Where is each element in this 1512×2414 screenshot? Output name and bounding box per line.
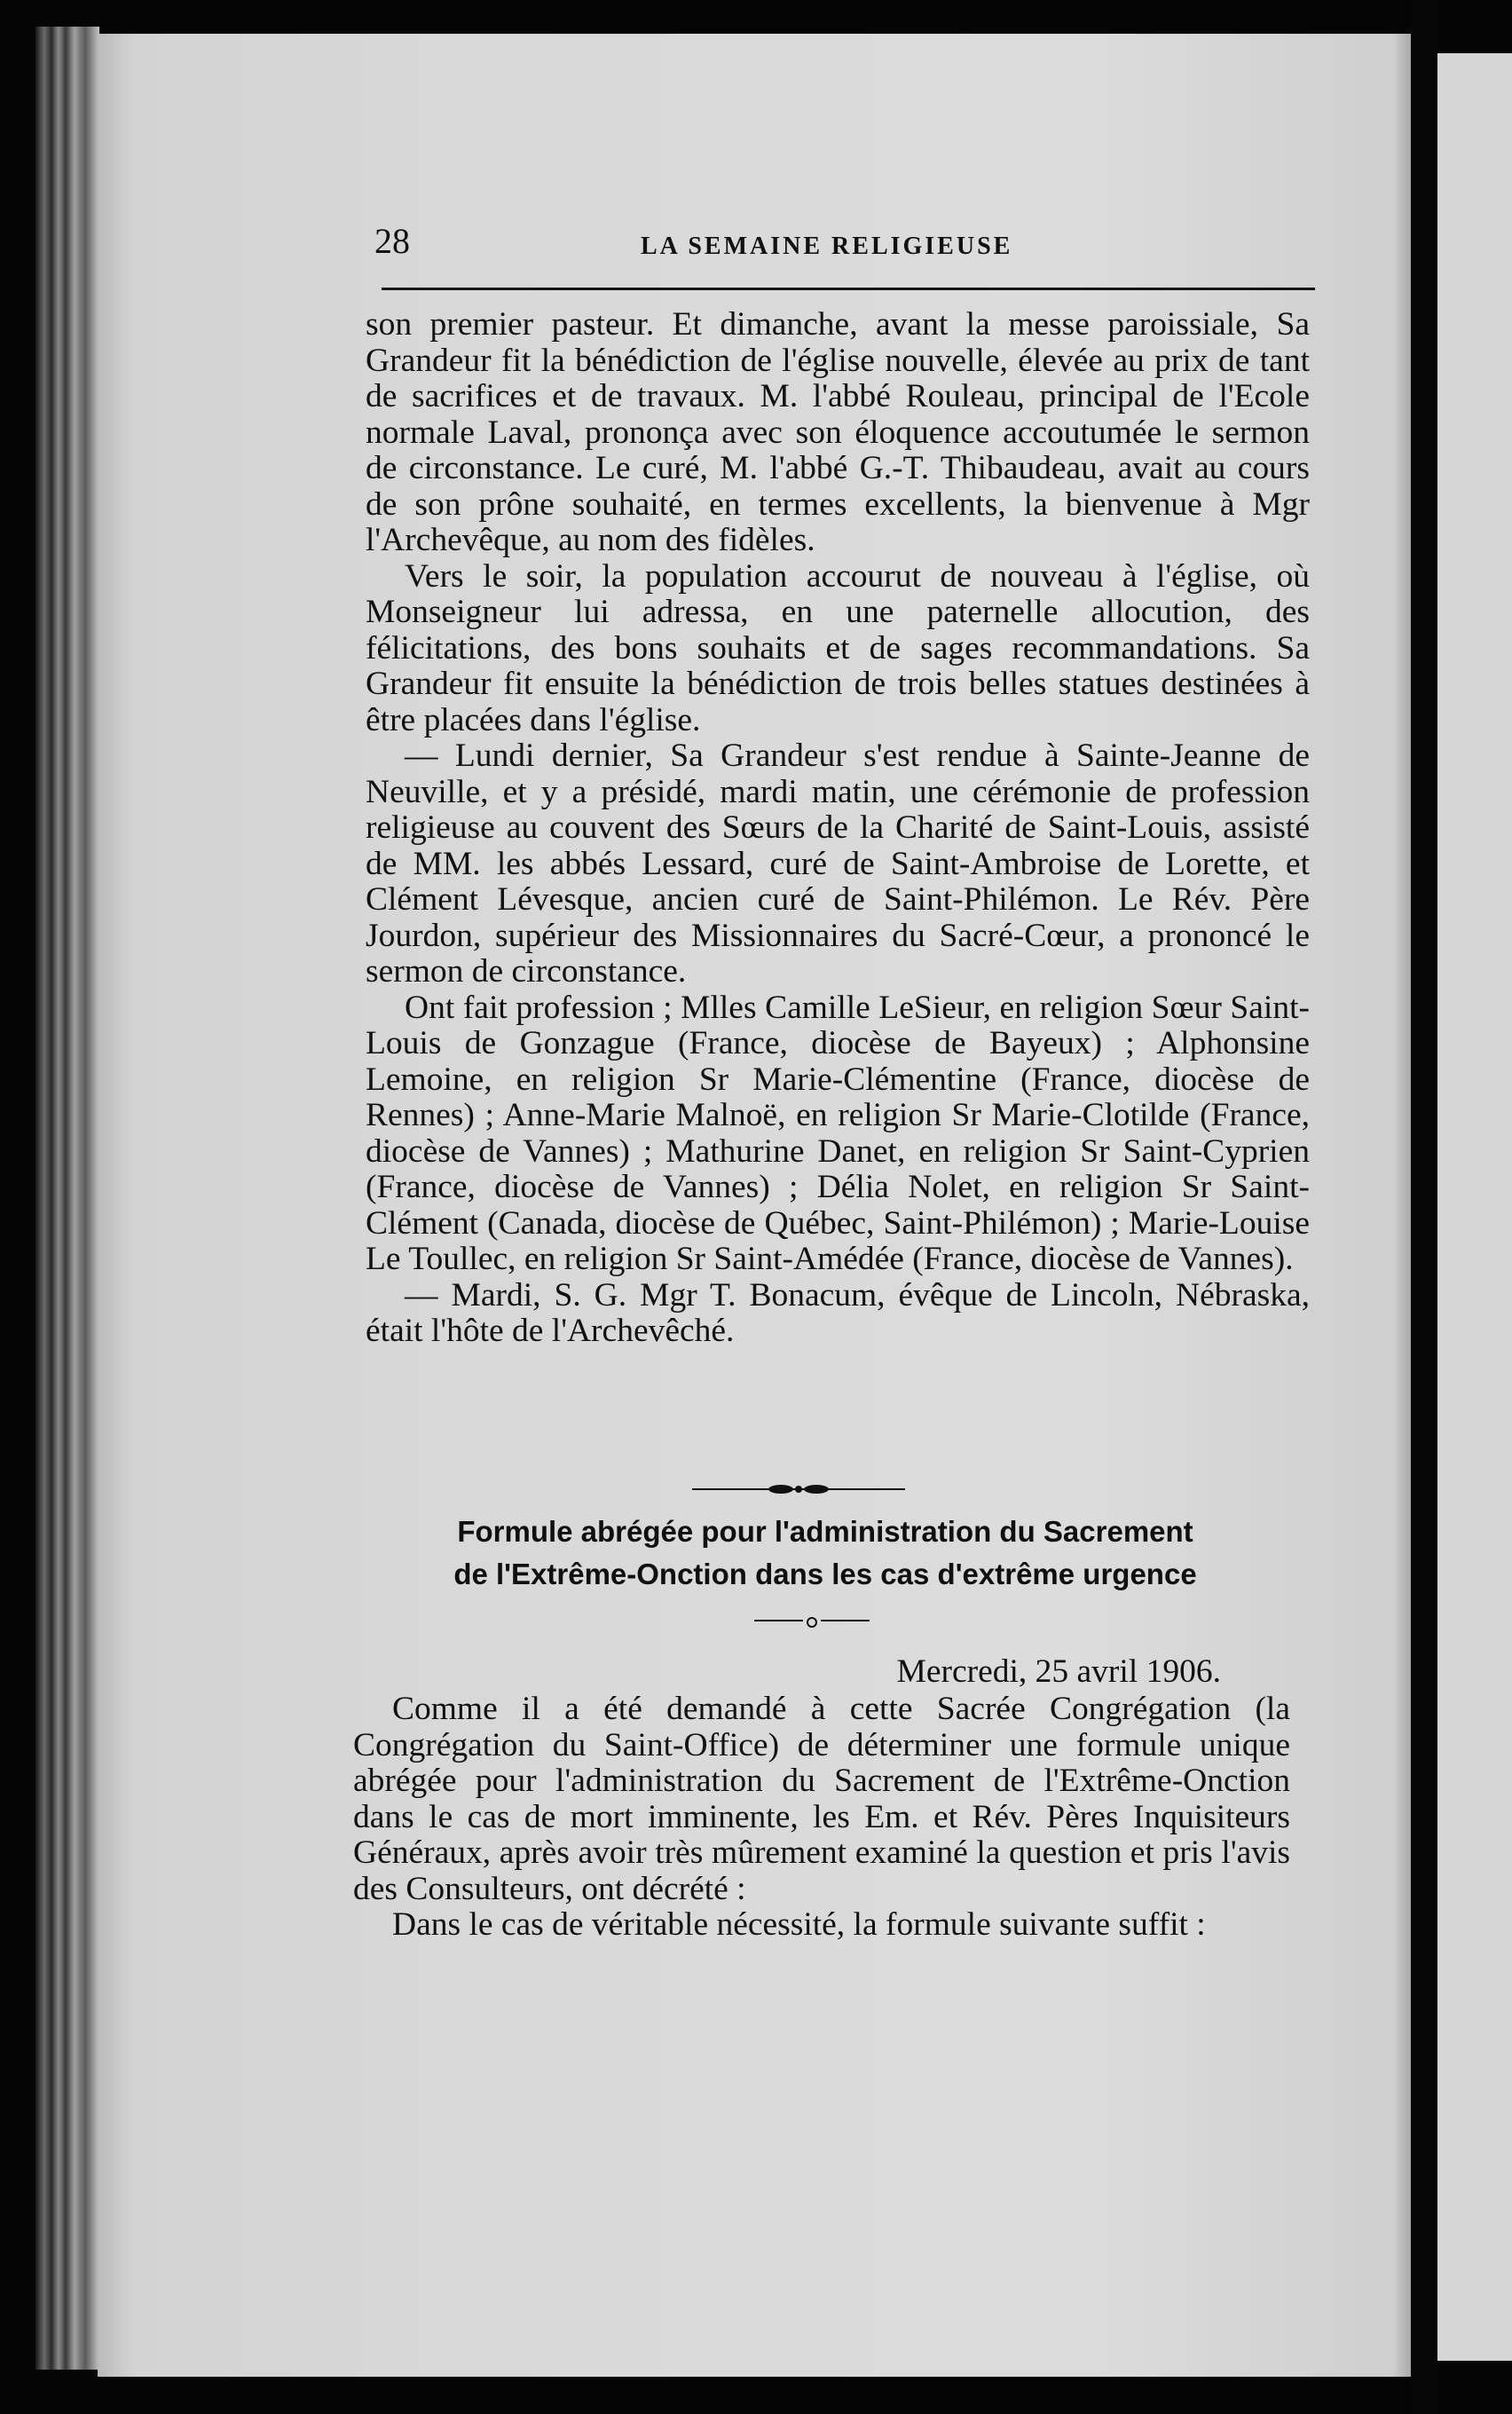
running-head — [374, 220, 1315, 273]
paragraph: Vers le soir, la population accourut de nouveau à l'église, où Monseigneur lui adressa, en une paternelle allocution, des félicitations, des bons souhaits et de sages recommandations. Sa Grandeur fit ensuite la bénédiction de trois belles statues destinées à être placées dans l'église. — [366, 557, 1310, 738]
paragraph: — Mardi, S. G. Mgr T. Bonacum, évêque de Lincoln, Nébraska, était l'hôte de l'Archevêché. — [366, 1276, 1310, 1349]
dateline: Mercredi, 25 avril 1906. — [896, 1653, 1221, 1690]
paragraph: Ont fait profession ; Mlles Camille LeSieur, en religion Sœur Saint-Louis de Gonzague (France, diocèse de Bayeux) ; Alphonsine Lemoine, en religion Sr Marie-Clémentine (France, diocèse de Rennes) ; Anne-Marie Malnoë, en religion Sr Marie-Clotilde (France, diocèse de Vannes) ; Mathurine Danet, en religion Sr Saint-Cyprien (France, diocèse de Vannes) ; Délia Nolet, en religion Sr Saint-Clément (Canada, diocèse de Québec, Saint-Philémon) ; Marie-Louise Le Toullec, en religion Sr Saint-Amédée (France, diocèse de Vannes). — [366, 989, 1310, 1277]
small-ornament — [745, 1612, 878, 1629]
paragraph: Comme il a été demandé à cette Sacrée Congrégation (la Congrégation du Saint-Office) de déterminer une formule unique abrégée pour l'administration du Sacrement de l'Extrême-Onction dans le cas de mort imminente, les Em. et Rév. Pères Inquisiteurs Généraux, après avoir très mûrement examiné la question et pris l'avis des Consulteurs, ont décrété : — [353, 1691, 1290, 1907]
section-title — [355, 1511, 1295, 1596]
paragraph: son premier pasteur. Et dimanche, avant la messe paroissiale, Sa Grandeur fit la bénédiction de l'église nouvelle, élevée au prix de tant de sacrifices et de travaux. M. l'abbé Rouleau, principal de l'Ecole normale Laval, prononça avec son éloquence accoutumée le sermon de circonstance. Le curé, M. l'abbé G.-T. Thibaudeau, avait au cours de son prône souhaité, en termes excellents, la bienvenue à Mgr l'Archevêque, au nom des fidèles. — [366, 306, 1310, 558]
running-title: LA SEMAINE RELIGIEUSE — [641, 233, 1013, 260]
body-text — [366, 307, 1310, 1350]
book-spine — [35, 27, 99, 2370]
scan-gap — [1411, 0, 1437, 2414]
section-title-line: de l'Extrême-Onction dans les cas d'extrême urgence — [453, 1558, 1197, 1590]
page-number: 28 — [374, 221, 410, 261]
section-body — [353, 1692, 1290, 1944]
section-title-line: Formule abrégée pour l'administration du Sacrement — [457, 1515, 1193, 1548]
section-ornament — [692, 1480, 905, 1498]
adjacent-page-edge — [1437, 53, 1512, 2361]
header-rule — [382, 288, 1315, 290]
paragraph: — Lundi dernier, Sa Grandeur s'est rendue à Sainte-Jeanne de Neuville, et y a présidé, mardi matin, une cérémonie de profession religieuse au couvent des Sœurs de la Charité de Saint-Louis, assisté de MM. les abbés Lessard, curé de Saint-Ambroise de Lorette, et Clément Lévesque, ancien curé de Saint-Philémon. Le Rév. Père Jourdon, supérieur des Missionnaires du Sacré-Cœur, a prononcé le sermon de circonstance. — [366, 738, 1310, 990]
paragraph: Dans le cas de véritable nécessité, la formule suivante suffit : — [392, 1906, 1206, 1943]
